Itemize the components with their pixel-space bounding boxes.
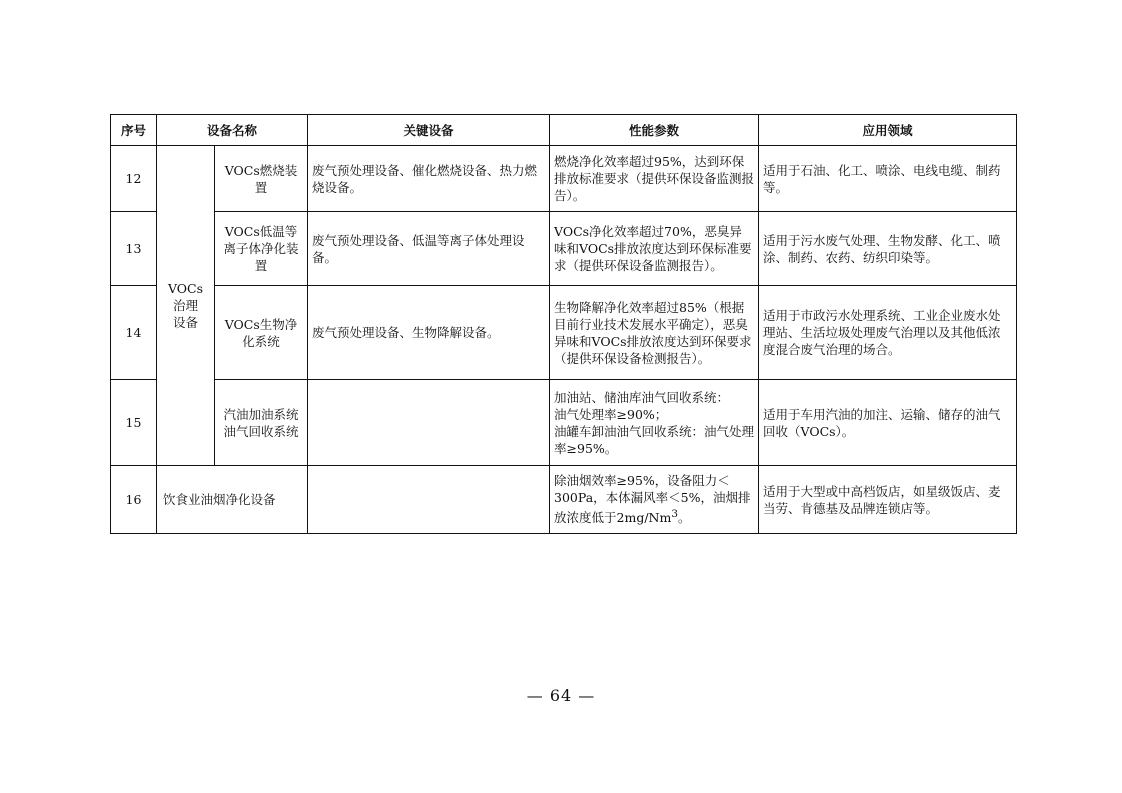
row-key-equipment (308, 380, 550, 466)
row-name: VOCs燃烧装置 (215, 146, 308, 212)
row-application: 适用于石油、化工、喷涂、电线电缆、制药等。 (759, 146, 1017, 212)
row-performance (550, 380, 759, 466)
perf-text: 除油烟效率≥95%，设备阻力＜300Pa，本体漏风率＜5%，油烟排放浓度低于2mg/Nm (554, 473, 751, 526)
row-key-equipment: 废气预处理设备、生物降解设备。 (308, 286, 550, 380)
equipment-table (110, 114, 1017, 534)
row-key-equipment: 废气预处理设备、低温等离子体处理设备。 (308, 212, 550, 286)
group-label: VOCs治理设备 (157, 146, 215, 466)
row-seq: 14 (111, 286, 157, 380)
header-seq: 序号 (111, 115, 157, 146)
superscript-three: 3 (671, 508, 678, 521)
header-key-equipment: 关键设备 (308, 115, 550, 146)
table-row (111, 212, 1017, 286)
row-key-equipment (308, 466, 550, 534)
row-name: 饮食业油烟净化设备 (157, 466, 308, 534)
row-seq: 12 (111, 146, 157, 212)
row-application: 适用于大型或中高档饭店，如星级饭店、麦当劳、肯德基及品牌连锁店等。 (759, 466, 1017, 534)
row-application: 适用于车用汽油的加注、运输、储存的油气回收（VOCs）。 (759, 380, 1017, 466)
perf-line: 加油站、储油库油气回收系统： (554, 389, 730, 405)
row-seq: 16 (111, 466, 157, 534)
table-row (111, 466, 1017, 534)
table-row (111, 146, 1017, 212)
row-name: 汽油加油系统油气回收系统 (215, 380, 308, 466)
perf-line: 油气处理率≥90%； (554, 406, 668, 422)
header-name: 设备名称 (157, 115, 308, 146)
row-performance: 燃烧净化效率超过95%，达到环保排放标准要求（提供环保设备监测报告）。 (550, 146, 759, 212)
perf-line: 油罐车卸油油气回收系统：油气处理率≥95%。 (554, 423, 755, 456)
row-seq: 15 (111, 380, 157, 466)
row-key-equipment: 废气预处理设备、催化燃烧设备、热力燃烧设备。 (308, 146, 550, 212)
row-application: 适用于污水废气处理、生物发酵、化工、喷涂、制药、农药、纺织印染等。 (759, 212, 1017, 286)
header-performance: 性能参数 (550, 115, 759, 146)
table-row (111, 286, 1017, 380)
row-performance: VOCs净化效率超过70%，恶臭异味和VOCs排放浓度达到环保标准要求（提供环保设备监测报告）。 (550, 212, 759, 286)
row-application: 适用于市政污水处理系统、工业企业废水处理站、生活垃圾处理废气治理以及其他低浓度混合废气治理的场合。 (759, 286, 1017, 380)
perf-tail: 。 (677, 510, 691, 526)
page-number: — 64 — (526, 686, 596, 705)
row-name: VOCs低温等离子体净化装置 (215, 212, 308, 286)
table-row (111, 380, 1017, 466)
row-performance: 生物降解净化效率超过85%（根据目前行业技术发展水平确定），恶臭异味和VOCs排放浓度达到环保要求（提供环保设备检测报告）。 (550, 286, 759, 380)
header-application: 应用领域 (759, 115, 1017, 146)
row-performance (550, 466, 759, 534)
row-seq: 13 (111, 212, 157, 286)
row-name: VOCs生物净化系统 (215, 286, 308, 380)
header-row (111, 115, 1017, 146)
